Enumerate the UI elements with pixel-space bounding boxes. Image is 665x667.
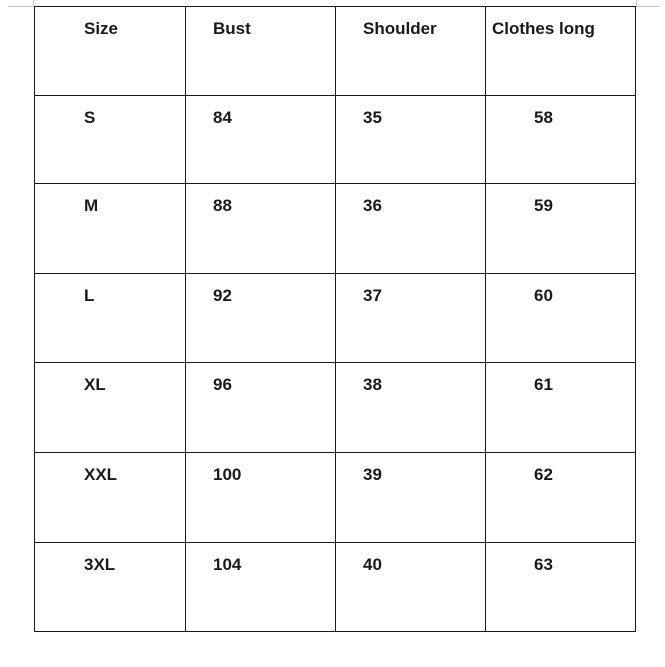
cell-value: 96 [213,375,232,394]
size-chart-table [34,6,636,632]
size-cell [35,184,186,274]
cell-value: 84 [213,108,232,127]
cell-value: 61 [534,375,553,394]
table-header-row [35,7,636,96]
shoulder-cell [336,96,486,184]
size-cell [35,363,186,453]
size-cell [35,543,186,632]
clothes-long-cell [486,363,636,453]
clothes-long-cell [486,453,636,543]
clothes-long-cell [486,96,636,184]
cell-value: S [84,108,96,127]
bust-cell [186,184,336,274]
cell-value: 39 [363,465,382,484]
cell-value: 88 [213,196,232,215]
bust-cell [186,274,336,363]
cell-value: 40 [363,555,382,574]
shoulder-cell [336,363,486,453]
table-row [35,453,636,543]
page-corner-mark [8,6,34,7]
cell-value: 38 [363,375,382,394]
cell-value: 59 [534,196,553,215]
table-row [35,543,636,632]
cell-value: XXL [84,465,118,484]
shoulder-cell [336,453,486,543]
size-cell [35,96,186,184]
header-cell-bust [186,7,336,96]
clothes-long-cell [486,274,636,363]
header-cell-size [35,7,186,96]
cell-value: L [84,286,95,305]
cell-value: 100 [213,465,242,484]
cell-value: XL [84,375,106,394]
cell-value: 58 [534,108,553,127]
cell-value: 60 [534,286,553,305]
cell-value: 92 [213,286,232,305]
header-label: Bust [213,19,251,38]
cell-value: 104 [213,555,242,574]
cell-value: 63 [534,555,553,574]
cell-value: M [84,196,99,215]
clothes-long-cell [486,543,636,632]
header-label: Clothes long [492,19,595,38]
bust-cell [186,543,336,632]
clothes-long-cell [486,184,636,274]
table-row [35,363,636,453]
table-row [35,184,636,274]
page-corner-mark [636,6,660,7]
cell-value: 37 [363,286,382,305]
cell-value: 35 [363,108,382,127]
cell-value: 36 [363,196,382,215]
cell-value: 62 [534,465,553,484]
bust-cell [186,96,336,184]
table-row [35,96,636,184]
size-cell [35,453,186,543]
size-cell [35,274,186,363]
header-label: Size [84,19,119,38]
header-label: Shoulder [363,19,437,38]
header-cell-clothes-long [486,7,636,96]
cell-value: 3XL [84,555,116,574]
shoulder-cell [336,274,486,363]
bust-cell [186,363,336,453]
shoulder-cell [336,184,486,274]
table-row [35,274,636,363]
shoulder-cell [336,543,486,632]
header-cell-shoulder [336,7,486,96]
page-corner-mark [636,0,637,7]
bust-cell [186,453,336,543]
